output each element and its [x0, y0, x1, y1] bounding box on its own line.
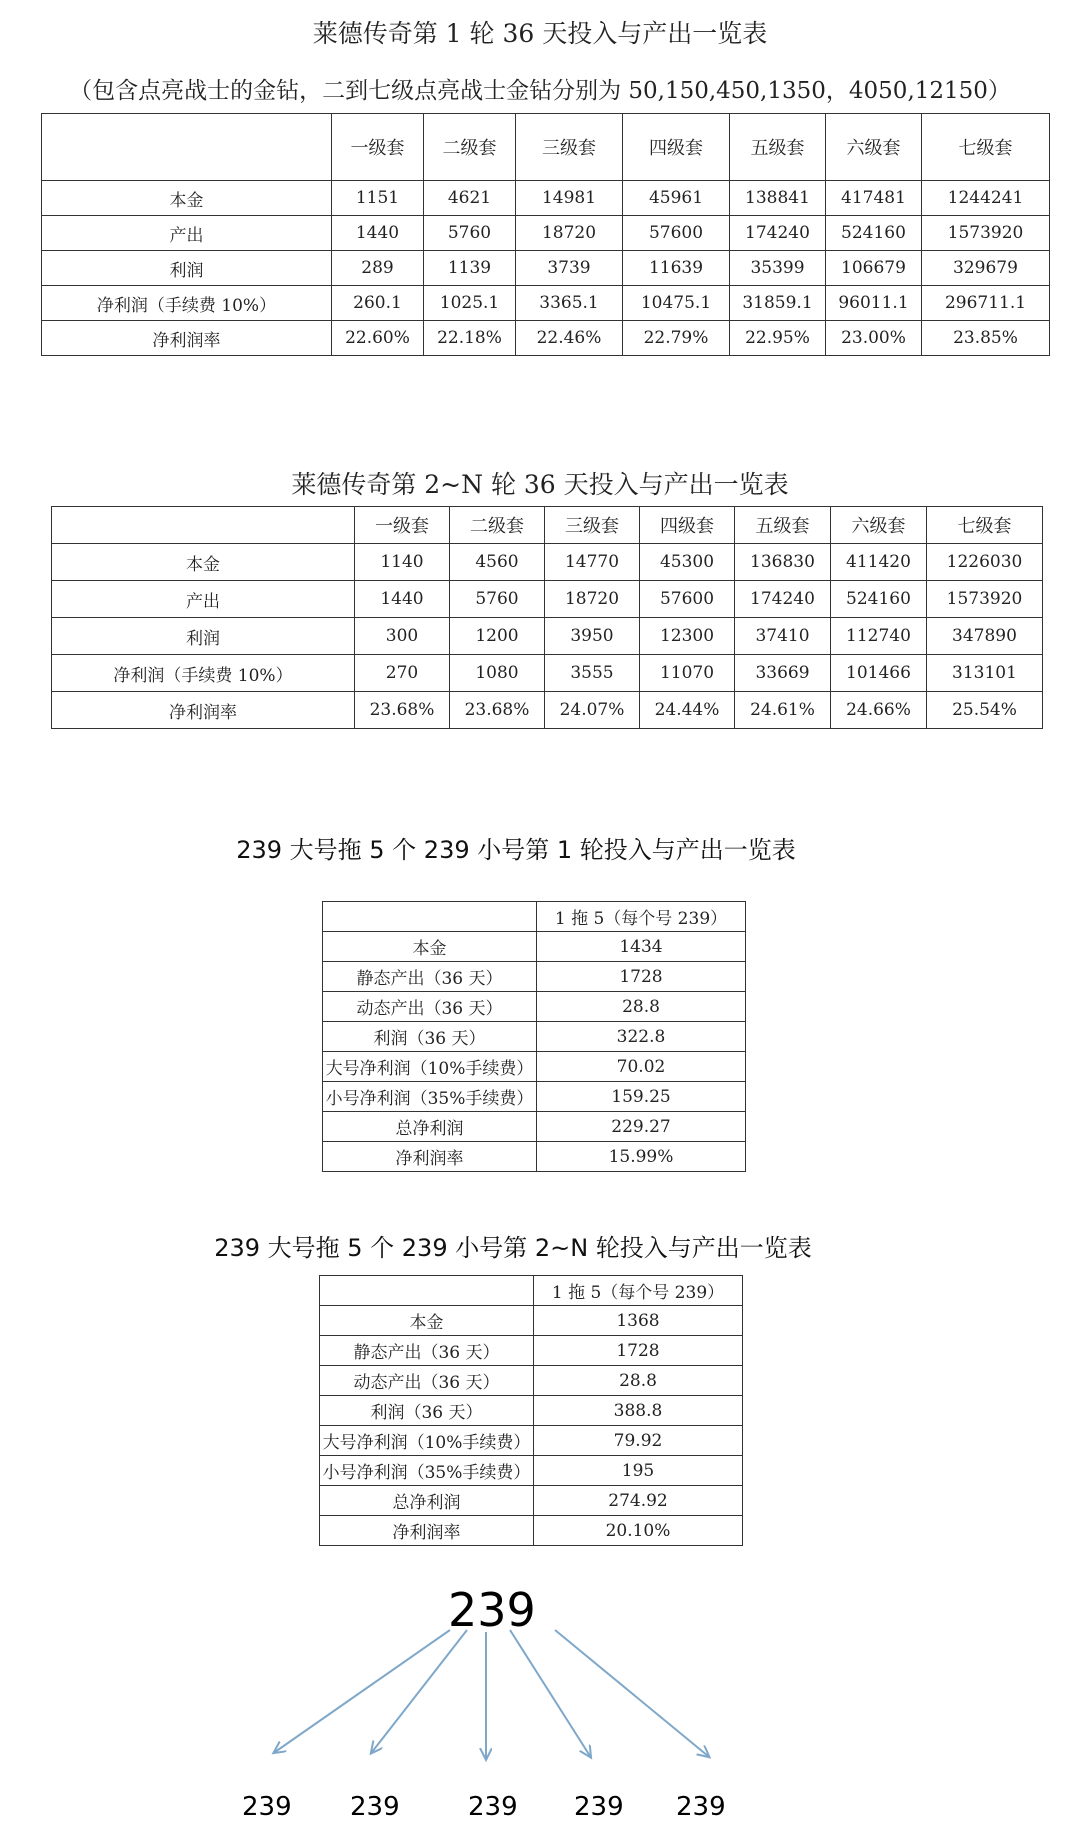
diagram-root-label: 239: [448, 1583, 536, 1637]
table-cell: 417481: [826, 181, 922, 216]
table2-title: 莱德传奇第 2~N 轮 36 天投入与产出一览表: [291, 470, 789, 499]
row-label: 利润: [52, 618, 355, 655]
column-header: 七级套: [927, 507, 1043, 544]
row-label: 动态产出（36 天）: [320, 1366, 534, 1396]
table-cell: 1080: [450, 655, 545, 692]
table-cell: 79.92: [534, 1426, 743, 1456]
table-cell: 11070: [640, 655, 735, 692]
table-cell: 1440: [355, 581, 450, 618]
table-cell: 388.8: [534, 1396, 743, 1426]
table-cell: 274.92: [534, 1486, 743, 1516]
table-cell: 4621: [424, 181, 516, 216]
table-cell: 101466: [831, 655, 927, 692]
table-cell: 322.8: [537, 1022, 746, 1052]
arrow-2: [372, 1630, 467, 1752]
row-label: 小号净利润（35%手续费）: [323, 1082, 537, 1112]
table-cell: 1573920: [922, 216, 1050, 251]
column-header: 四级套: [640, 507, 735, 544]
table-cell: 12300: [640, 618, 735, 655]
table-cell: 1440: [332, 216, 424, 251]
table-cell: 14981: [516, 181, 623, 216]
row-label: 净利润率: [52, 692, 355, 729]
table-cell: 45300: [640, 544, 735, 581]
column-header: 1 拖 5（每个号 239）: [534, 1276, 743, 1306]
column-header: 六级套: [826, 114, 922, 181]
table-cell: 260.1: [332, 286, 424, 321]
table-cell: 1226030: [927, 544, 1043, 581]
table-cell: 15.99%: [537, 1142, 746, 1172]
table4-title: 239 大号拖 5 个 239 小号第 2~N 轮投入与产出一览表: [214, 1234, 812, 1262]
row-label: 本金: [52, 544, 355, 581]
table-cell: 1728: [534, 1336, 743, 1366]
table-cell: 24.07%: [545, 692, 640, 729]
table-cell: 1025.1: [424, 286, 516, 321]
table-cell: 106679: [826, 251, 922, 286]
row-label: 大号净利润（10%手续费）: [320, 1426, 534, 1456]
table-cell: 24.44%: [640, 692, 735, 729]
table-cell: 37410: [735, 618, 831, 655]
row-label: 产出: [52, 581, 355, 618]
table-cell: 174240: [735, 581, 831, 618]
table1-title: 莱德传奇第 1 轮 36 天投入与产出一览表: [312, 19, 768, 48]
table-cell: 20.10%: [534, 1516, 743, 1546]
row-label: 总净利润: [323, 1112, 537, 1142]
row-label: 大号净利润（10%手续费）: [323, 1052, 537, 1082]
table-cell: 5760: [424, 216, 516, 251]
table-cell: 1151: [332, 181, 424, 216]
diagram-child-label: 239: [242, 1792, 292, 1822]
column-header: 七级套: [922, 114, 1050, 181]
table-cell: 329679: [922, 251, 1050, 286]
table1-note: （包含点亮战士的金钻，二到七级点亮战士金钻分别为 50,150,450,1350，4050,12150）: [69, 78, 1011, 104]
table-cell: 3365.1: [516, 286, 623, 321]
column-header: 二级套: [450, 507, 545, 544]
table-cell: 138841: [730, 181, 826, 216]
table-cell: 24.61%: [735, 692, 831, 729]
table-cell: 300: [355, 618, 450, 655]
column-header: 一级套: [355, 507, 450, 544]
table-cell: 45961: [623, 181, 730, 216]
row-label: 利润: [42, 251, 332, 286]
row-label: 产出: [42, 216, 332, 251]
column-header: 五级套: [735, 507, 831, 544]
table-cell: 22.18%: [424, 321, 516, 356]
table-cell: 270: [355, 655, 450, 692]
table-cell: 229.27: [537, 1112, 746, 1142]
row-label: 静态产出（36 天）: [320, 1336, 534, 1366]
table-cell: 1200: [450, 618, 545, 655]
table-cell: 25.54%: [927, 692, 1043, 729]
diagram-child-label: 239: [468, 1792, 518, 1822]
table-cell: 70.02: [537, 1052, 746, 1082]
table-cell: 1434: [537, 932, 746, 962]
table-cell: 296711.1: [922, 286, 1050, 321]
row-label: 静态产出（36 天）: [323, 962, 537, 992]
table-cell: 5760: [450, 581, 545, 618]
diagram-child-label: 239: [350, 1792, 400, 1822]
column-header: 四级套: [623, 114, 730, 181]
table-cell: 31859.1: [730, 286, 826, 321]
table-cell: 195: [534, 1456, 743, 1486]
table-cell: 14770: [545, 544, 640, 581]
table-cell: 33669: [735, 655, 831, 692]
table-cell: 112740: [831, 618, 927, 655]
table-cell: 1139: [424, 251, 516, 286]
table-cell: 174240: [730, 216, 826, 251]
table-cell: 22.79%: [623, 321, 730, 356]
row-label: 本金: [42, 181, 332, 216]
table-cell: 18720: [516, 216, 623, 251]
column-header: 一级套: [332, 114, 424, 181]
table-cell: 1573920: [927, 581, 1043, 618]
table-cell: 136830: [735, 544, 831, 581]
table-cell: 23.85%: [922, 321, 1050, 356]
table-cell: 4560: [450, 544, 545, 581]
row-label: 净利润率: [42, 321, 332, 356]
table-cell: 3555: [545, 655, 640, 692]
column-header: 二级套: [424, 114, 516, 181]
row-label: 净利润（手续费 10%）: [52, 655, 355, 692]
table-cell: 22.95%: [730, 321, 826, 356]
table-cell: 35399: [730, 251, 826, 286]
column-header: 1 拖 5（每个号 239）: [537, 902, 746, 932]
row-label: 小号净利润（35%手续费）: [320, 1456, 534, 1486]
table-cell: 159.25: [537, 1082, 746, 1112]
row-label: 净利润率: [323, 1142, 537, 1172]
table-cell: 1244241: [922, 181, 1050, 216]
table-cell: 23.68%: [355, 692, 450, 729]
table-cell: 411420: [831, 544, 927, 581]
row-label: 净利润率: [320, 1516, 534, 1546]
table-cell: 23.00%: [826, 321, 922, 356]
arrow-1: [275, 1630, 450, 1752]
table-cell: 96011.1: [826, 286, 922, 321]
table-cell: 347890: [927, 618, 1043, 655]
table-cell: 24.66%: [831, 692, 927, 729]
table-cell: 3739: [516, 251, 623, 286]
table-cell: 22.60%: [332, 321, 424, 356]
table-cell: 1728: [537, 962, 746, 992]
table-cell: 22.46%: [516, 321, 623, 356]
table-cell: 18720: [545, 581, 640, 618]
row-label: 利润（36 天）: [323, 1022, 537, 1052]
table-cell: 313101: [927, 655, 1043, 692]
row-label: 利润（36 天）: [320, 1396, 534, 1426]
table-cell: 23.68%: [450, 692, 545, 729]
table-cell: 57600: [623, 216, 730, 251]
column-header: 三级套: [545, 507, 640, 544]
table-cell: 10475.1: [623, 286, 730, 321]
row-label: 本金: [323, 932, 537, 962]
table3-title: 239 大号拖 5 个 239 小号第 1 轮投入与产出一览表: [236, 836, 796, 864]
table-cell: 1140: [355, 544, 450, 581]
row-label: 净利润（手续费 10%）: [42, 286, 332, 321]
diagram-child-label: 239: [574, 1792, 624, 1822]
column-header: 三级套: [516, 114, 623, 181]
table-cell: 28.8: [537, 992, 746, 1022]
table-cell: 3950: [545, 618, 640, 655]
row-label: 总净利润: [320, 1486, 534, 1516]
table-cell: 11639: [623, 251, 730, 286]
table-cell: 57600: [640, 581, 735, 618]
row-label: 动态产出（36 天）: [323, 992, 537, 1022]
table-cell: 28.8: [534, 1366, 743, 1396]
table-cell: 1368: [534, 1306, 743, 1336]
column-header: 五级套: [730, 114, 826, 181]
diagram-child-label: 239: [676, 1792, 726, 1822]
table-cell: 524160: [831, 581, 927, 618]
table-cell: 524160: [826, 216, 922, 251]
row-label: 本金: [320, 1306, 534, 1336]
column-header: 六级套: [831, 507, 927, 544]
table-cell: 289: [332, 251, 424, 286]
